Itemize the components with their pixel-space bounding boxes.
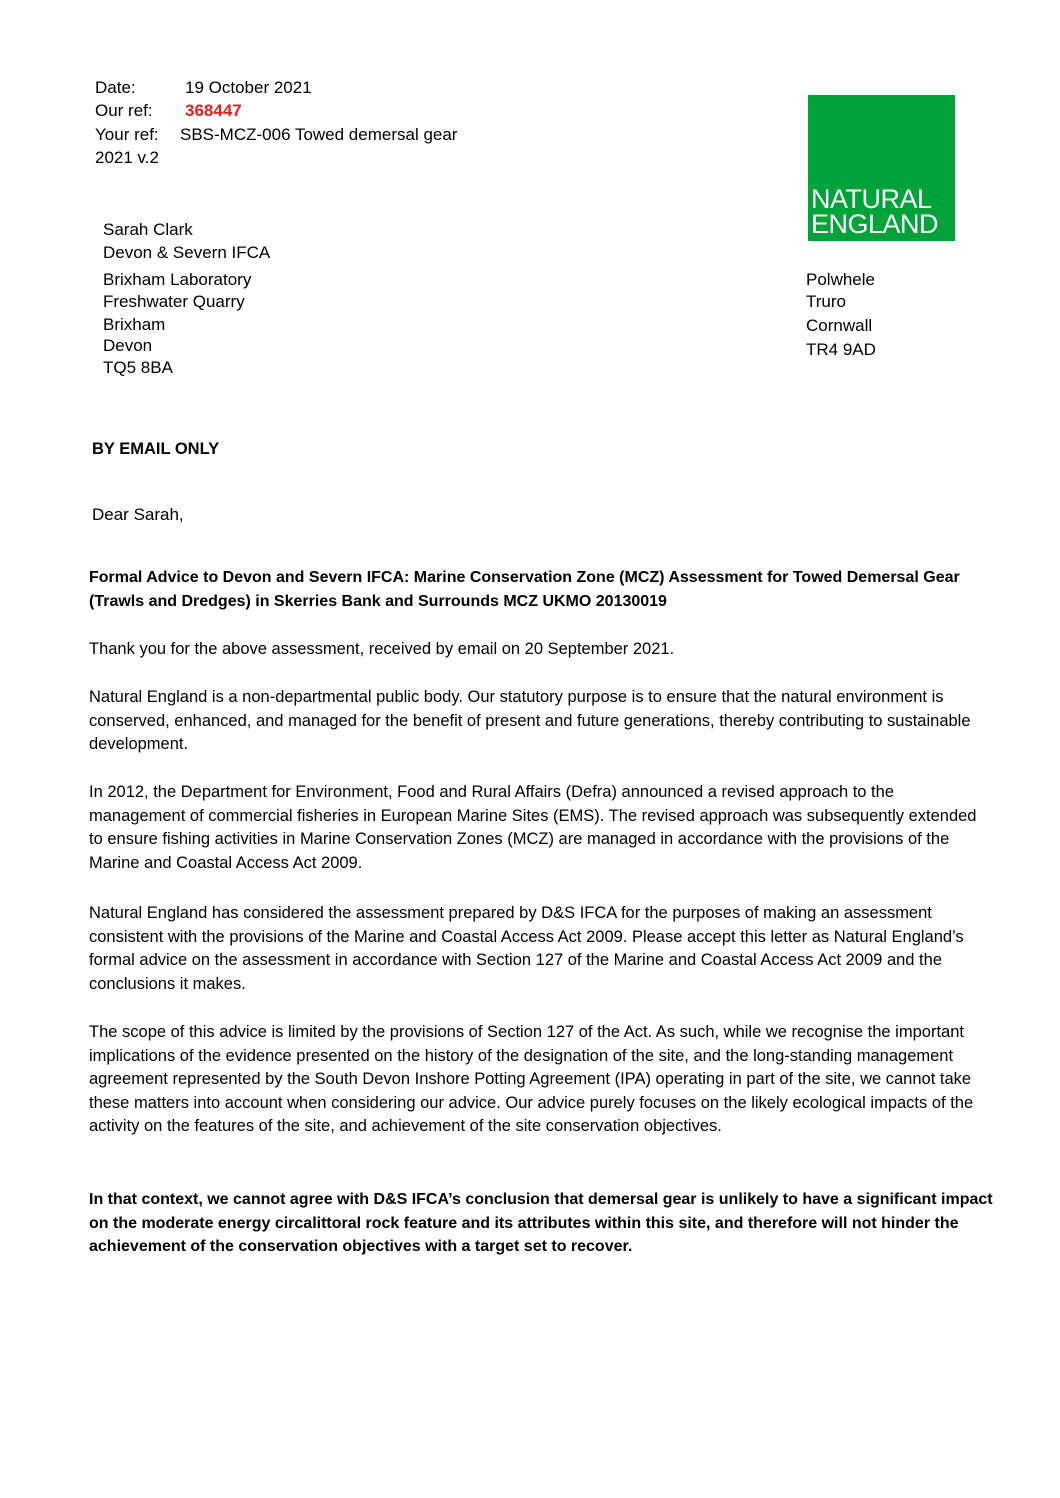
recipient-address-2: Freshwater Quarry bbox=[103, 292, 245, 311]
our-ref-label: Our ref: bbox=[95, 101, 153, 120]
logo-line-2: ENGLAND bbox=[811, 209, 939, 239]
sender-address-1: Polwhele bbox=[806, 270, 875, 289]
natural-england-logo bbox=[808, 95, 955, 241]
recipient-address-3: Brixham bbox=[103, 315, 166, 334]
date-label: Date: bbox=[95, 78, 136, 97]
date-line bbox=[95, 76, 312, 99]
salutation: Dear Sarah, bbox=[92, 505, 184, 524]
paragraph-acknowledgement: Thank you for the above assessment, received by email on 20 September 2021. bbox=[89, 640, 675, 658]
delivery-method: BY EMAIL ONLY bbox=[92, 440, 220, 458]
paragraph-defra-approach: In 2012, the Department for Environment, Food and Rural Affairs (Defra) announced a revised approach to the management of commercial fisheries in European Marine Sites (EMS). The revised approach was subsequently extended to ensure fishing activities in Marine Conservation Zones (MCZ) are managed in accordance with the provisions of the Marine and Coastal Access Act 2009. bbox=[89, 783, 977, 872]
recipient-org: Devon & Severn IFCA bbox=[103, 243, 271, 262]
our-ref-line bbox=[95, 99, 242, 122]
recipient-address-1: Brixham Laboratory bbox=[103, 270, 252, 289]
your-ref-label: Your ref: bbox=[95, 125, 159, 144]
your-ref-value: SBS-MCZ-006 Towed demersal gear bbox=[180, 125, 458, 144]
sender-address-3: Cornwall bbox=[806, 316, 873, 335]
our-ref-value: 368447 bbox=[185, 101, 242, 120]
your-ref-continued: 2021 v.2 bbox=[95, 148, 159, 167]
your-ref-line bbox=[95, 123, 457, 146]
sender-postcode: TR4 9AD bbox=[806, 340, 876, 359]
recipient-name: Sarah Clark bbox=[103, 220, 193, 239]
sender-address-2: Truro bbox=[806, 292, 846, 311]
paragraph-statutory-purpose: Natural England is a non-departmental public body. Our statutory purpose is to ensure that the natural environment is conserved, enhanced, and managed for the benefit of present and future generations, thereby contributing to sustainable development. bbox=[89, 688, 971, 753]
paragraph-scope-of-advice: The scope of this advice is limited by the provisions of Section 127 of the Act. As such, while we recognise the important implications of the evidence presented on the history of the designation of the site, and the long-standing management agreement represented by the South Devon Inshore Potting Agreement (IPA) operating in part of the site, we cannot take these matters into account when considering our advice. Our advice purely focuses on the likely ecological impacts of the activity on the features of the site, and achievement of the site conservation objectives. bbox=[89, 1023, 974, 1135]
paragraph-conclusion: In that context, we cannot agree with D&S IFCA’s conclusion that demersal gear is unlikely to have a significant impact on the moderate energy circalittoral rock feature and its attributes within this site, and therefore will not hinder the achievement of the conservation objectives with a target set to recover. bbox=[89, 1191, 993, 1255]
recipient-address-4: Devon bbox=[103, 336, 153, 355]
logo-line-1: NATURAL bbox=[811, 184, 932, 214]
letter-subject: Formal Advice to Devon and Severn IFCA: Marine Conservation Zone (MCZ) Assessment for Towed Demersal Gear (Trawls and Dredges) in Skerries Bank and Surrounds MCZ UKMO 20130019 bbox=[89, 569, 960, 610]
date-value: 19 October 2021 bbox=[185, 78, 312, 97]
paragraph-assessment-considered: Natural England has considered the assessment prepared by D&S IFCA for the purposes of making an assessment consistent with the provisions of the Marine and Coastal Access Act 2009. Please accept this letter as Natural England’s formal advice on the assessment in accordance with Section 127 of the Marine and Coastal Access Act 2009 and the conclusions it makes. bbox=[89, 904, 964, 993]
recipient-postcode: TQ5 8BA bbox=[103, 358, 173, 377]
